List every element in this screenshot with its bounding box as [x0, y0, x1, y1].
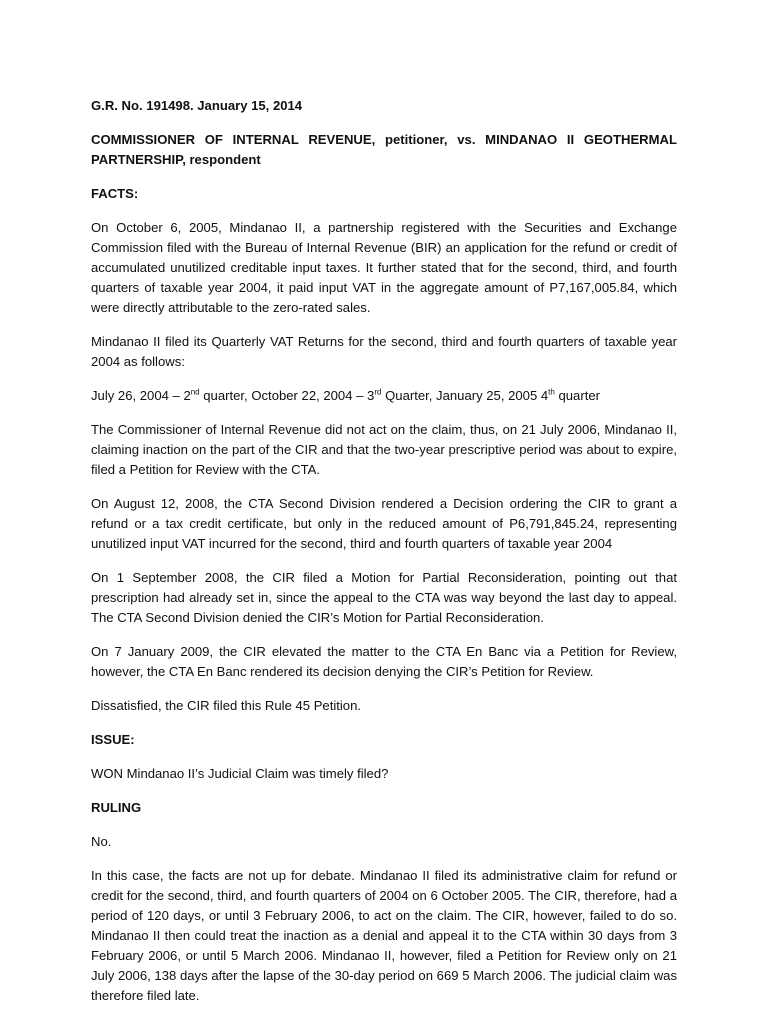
ruling-heading: RULING	[91, 800, 142, 815]
date-text-2: quarter, October 22, 2004 – 3	[199, 388, 375, 403]
facts-paragraph-6: On 7 January 2009, the CIR elevated the matter to the CTA En Banc via a Petition for Review, however, the CTA En Banc rendered its decision denying the CIR’s Petition for Review.	[91, 644, 677, 679]
vat-return-dates	[91, 386, 677, 406]
facts-paragraph-7: Dissatisfied, the CIR filed this Rule 45 Petition.	[91, 698, 362, 713]
case-parties: COMMISSIONER OF INTERNAL REVENUE, petitioner, vs. MINDANAO II GEOTHERMAL PARTNERSHIP, respondent	[91, 132, 677, 167]
case-header: G.R. No. 191498. January 15, 2014	[91, 98, 303, 113]
issue-text: WON Mindanao II’s Judicial Claim was timely filed?	[91, 766, 389, 781]
ordinal-suffix-3: th	[548, 387, 555, 397]
issue-heading: ISSUE:	[91, 732, 135, 747]
facts-paragraph-2: Mindanao II filed its Quarterly VAT Returns for the second, third and fourth quarters of taxable year 2004 as follows:	[91, 334, 677, 369]
facts-paragraph-1: On October 6, 2005, Mindanao II, a partnership registered with the Securities and Exchange Commission filed with the Bureau of Internal Revenue (BIR) an application for the refund or credit of accumulated unutilized creditable input taxes. It further stated that for the second, third, and fourth quarters of taxable year 2004, it paid input VAT in the aggregate amount of P7,167,005.84, which were directly attributable to the zero-rated sales.	[91, 220, 677, 315]
ruling-answer: No.	[91, 834, 112, 849]
date-text-4: quarter	[554, 388, 600, 403]
date-text-1: July 26, 2004 – 2	[91, 388, 191, 403]
ruling-paragraph: In this case, the facts are not up for debate. Mindanao II filed its administrative claim for refund or credit for the second, third, and fourth quarters of 2004 on 6 October 2005. The CIR, therefore, had a period of 120 days, or until 3 February 2006, to act on the claim. The CIR, however, failed to do so. Mindanao II then could treat the inaction as a denial and appeal it to the CTA within 30 days from 3 February 2006, or until 5 March 2006. Mindanao II, however, filed a Petition for Review only on 21 July 2006, 138 days after the lapse of the 30-day period on 669 5 March 2006. The judicial claim was therefore filed late.	[91, 868, 677, 1003]
ordinal-suffix-1: nd	[190, 387, 200, 397]
facts-paragraph-3: The Commissioner of Internal Revenue did not act on the claim, thus, on 21 July 2006, Mindanao II, claiming inaction on the part of the CIR and that the two-year prescriptive period was about to expire, filed a Petition for Review with the CTA.	[91, 422, 677, 477]
facts-paragraph-4: On August 12, 2008, the CTA Second Division rendered a Decision ordering the CIR to grant a refund or a tax credit certificate, but only in the reduced amount of P6,791,845.24, representing unutilized input VAT incurred for the second, third and fourth quarters of taxable year 2004	[91, 496, 677, 551]
facts-heading: FACTS:	[91, 186, 139, 201]
date-text-3: Quarter, January 25, 2005 4	[381, 388, 549, 403]
ordinal-suffix-2: rd	[374, 387, 382, 397]
facts-paragraph-5: On 1 September 2008, the CIR filed a Motion for Partial Reconsideration, pointing out that prescription had already set in, since the appeal to the CTA was way beyond the last day to appeal. The CTA Second Division denied the CIR’s Motion for Partial Reconsideration.	[91, 570, 677, 625]
